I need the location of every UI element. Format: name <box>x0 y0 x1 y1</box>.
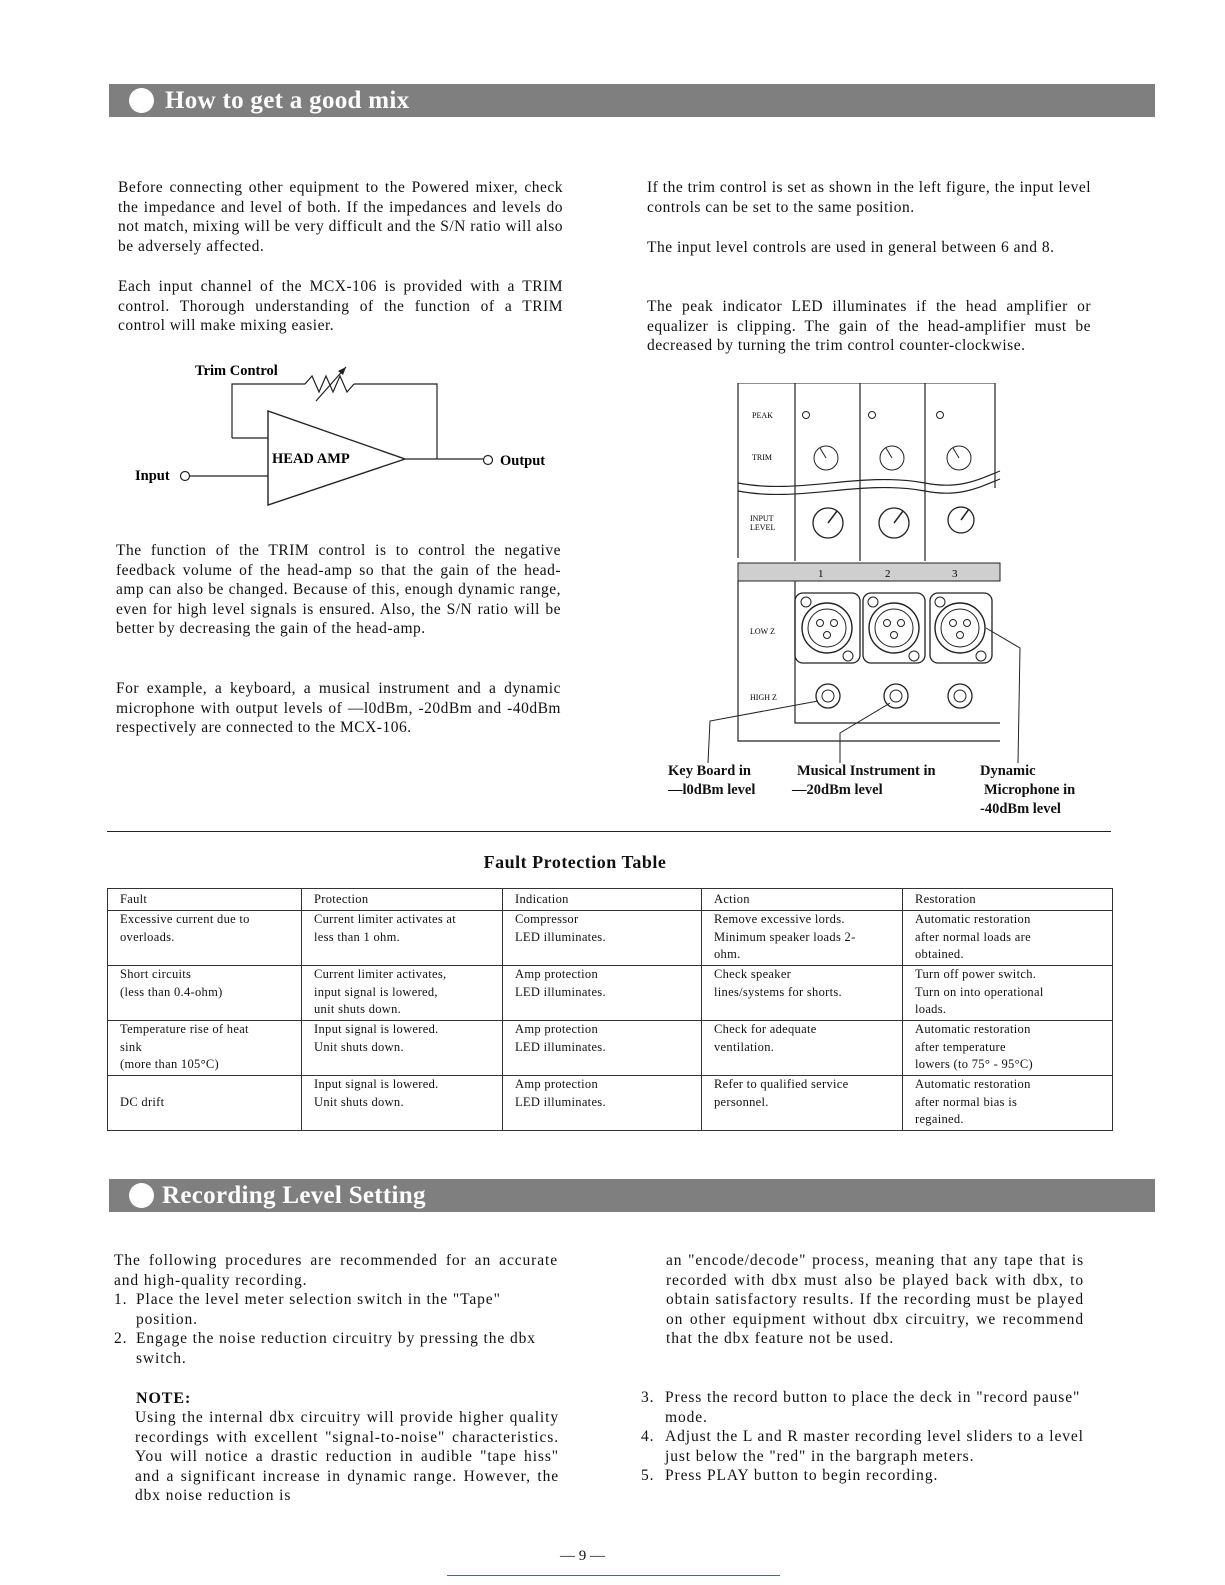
phone-jack-icon <box>948 684 972 708</box>
keyboard-callout-line2: —l0dBm level <box>668 782 756 798</box>
table-cell: Excessive current due to overloads. <box>108 911 302 966</box>
input-label: Input <box>135 468 170 484</box>
note-text-continued: an "encode/decode" process, meaning that any tape that is recorded with dbx must also be played back with dbx, to obtain satisfactory results. If the recording must be played on other equipment without dbx circuitry, we recommend that the dbx feature not be used. <box>666 1252 1084 1348</box>
peak-led-icon <box>869 412 876 419</box>
channel-number: 2 <box>885 568 891 580</box>
table-cell: Automatic restoration after temperature lowers (to 75° - 95°C) <box>903 1021 1113 1076</box>
xlr-jack-icon <box>930 593 992 663</box>
trim-knob-icon <box>814 446 838 470</box>
table-cell: Amp protection LED illuminates. <box>503 1021 702 1076</box>
list-item <box>641 1466 1087 1486</box>
bullet-icon <box>129 88 154 113</box>
table-cell: Automatic restoration after normal bias is regained. <box>903 1076 1113 1131</box>
trim-label: TRIM <box>752 453 772 462</box>
step-text: Press the record button to place the deck in "record pause" mode. <box>665 1389 1081 1426</box>
list-item <box>641 1388 1087 1427</box>
input-level-paragraph: The input level controls are used in general between 6 and 8. <box>647 239 1055 256</box>
step-text: Press PLAY button to begin recording. <box>665 1467 939 1485</box>
section-title: How to get a good mix <box>165 87 410 114</box>
table-cell: DC drift <box>108 1076 302 1131</box>
trim-knob-icon <box>880 446 904 470</box>
section-title: Recording Level Setting <box>162 1182 426 1209</box>
instrument-callout-line2: —20dBm level <box>792 782 883 798</box>
trim-paragraph: Each input channel of the MCX-106 is provided with a TRIM control. Thorough understanding of the function of a TRIM control will make mixing easier. <box>118 278 563 335</box>
trim-control-label: Trim Control <box>195 363 278 379</box>
table-cell: Compressor LED illuminates. <box>503 911 702 966</box>
high-z-label: HIGH Z <box>750 693 777 702</box>
head-amp-diagram <box>120 355 570 515</box>
table-row <box>108 966 1113 1021</box>
table-cell: Check for adequate ventilation. <box>702 1021 903 1076</box>
fault-protection-table <box>107 888 1113 1131</box>
table-cell: Input signal is lowered. Unit shuts down. <box>302 1076 503 1131</box>
column-header: Restoration <box>903 889 1113 911</box>
table-cell: Temperature rise of heat sink (more than 105°C) <box>108 1021 302 1076</box>
phone-jack-icon <box>816 684 840 708</box>
step-text: Adjust the L and R master recording level sliders to a level just below the "red" in the bargraph meters. <box>665 1428 1084 1465</box>
xlr-jack-icon <box>863 593 925 663</box>
table-cell: Turn off power switch. Turn on into operational loads. <box>903 966 1113 1021</box>
xlr-jack-icon <box>795 593 860 663</box>
trim-knob-icon <box>947 446 971 470</box>
function-paragraph: The function of the TRIM control is to control the negative feedback volume of the head-amp so that the gain of the head-amp can also be changed. Because of this, enough dynamic range, even for high level signals is ensured. Also, the S/N ratio will be better by decreasing the gain of the head-amp. <box>116 542 561 638</box>
steps-right-list <box>641 1388 1087 1486</box>
column-header: Indication <box>503 889 702 911</box>
peak-led-icon <box>937 412 944 419</box>
table-header-row <box>108 889 1113 911</box>
note-text: Using the internal dbx circuitry will provide higher quality recordings with excellent "signal-to-noise" characteristics. You will notice a drastic reduction in audible "tape hiss" and a significant increase in dynamic range. However, the dbx noise reduction is <box>135 1409 559 1505</box>
table-cell: Current limiter activates at less than 1 ohm. <box>302 911 503 966</box>
step-text: Engage the noise reduction circuitry by pressing the dbx switch. <box>136 1330 536 1367</box>
step-text: Place the level meter selection switch in the "Tape" position. <box>136 1291 501 1328</box>
step-number: 5. <box>641 1467 655 1485</box>
table-cell: Current limiter activates, input signal is lowered, unit shuts down. <box>302 966 503 1021</box>
head-amp-label: HEAD AMP <box>272 451 350 467</box>
column-header: Protection <box>302 889 503 911</box>
input-level-knob-icon <box>879 508 909 538</box>
bullet-icon <box>129 1183 154 1208</box>
input-level-label-2: LEVEL <box>750 523 776 532</box>
footer-rule <box>447 1575 780 1576</box>
column-header: Action <box>702 889 903 911</box>
mixer-panel-illustration <box>700 383 1100 773</box>
example-paragraph: For example, a keyboard, a musical instrument and a dynamic microphone with output levels of —l0dBm, -20dBm and -40dBm respectively are connected to the MCX-106. <box>116 680 561 737</box>
channel-number: 1 <box>818 568 824 580</box>
column-header: Fault <box>108 889 302 911</box>
instrument-callout-line1: Musical Instrument in <box>797 763 936 779</box>
divider <box>107 831 1111 832</box>
microphone-callout-line2: Microphone in <box>984 782 1076 798</box>
list-item <box>114 1290 560 1329</box>
input-level-knob-icon <box>948 507 974 533</box>
output-label: Output <box>500 453 546 469</box>
table-row <box>108 1021 1113 1076</box>
table-cell: Amp protection LED illuminates. <box>503 966 702 1021</box>
table-row <box>108 1076 1113 1131</box>
list-item <box>641 1427 1087 1466</box>
microphone-callout-line3: -40dBm level <box>980 801 1061 817</box>
table-title: Fault Protection Table <box>483 852 667 872</box>
section-header-recording <box>109 1179 1155 1212</box>
table-cell: Refer to qualified service personnel. <box>702 1076 903 1131</box>
table-row <box>108 911 1113 966</box>
page-number: — 9 — <box>560 1548 605 1564</box>
input-level-knob-icon <box>813 508 843 538</box>
peak-led-icon <box>803 412 810 419</box>
input-terminal-icon <box>181 472 190 481</box>
microphone-callout-line1: Dynamic <box>980 763 1036 779</box>
step-number: 3. <box>641 1389 655 1406</box>
step-number: 4. <box>641 1428 655 1446</box>
channel-number: 3 <box>952 568 958 580</box>
table-cell: Short circuits (less than 0.4-ohm) <box>108 966 302 1021</box>
table-cell: Remove excessive lords. Minimum speaker loads 2- ohm. <box>702 911 903 966</box>
intro-paragraph: Before connecting other equipment to the Powered mixer, check the impedance and level of both. If the impedances and levels do not match, mixing will be very difficult and the S/N ratio will also be adversely affected. <box>118 179 563 255</box>
table-cell: Check speaker lines/systems for shorts. <box>702 966 903 1021</box>
table-cell: Amp protection LED illuminates. <box>503 1076 702 1131</box>
peak-label: PEAK <box>752 411 773 420</box>
note-heading: NOTE: <box>136 1390 192 1407</box>
step-number: 1. <box>114 1291 128 1308</box>
table-cell: Automatic restoration after normal loads are obtained. <box>903 911 1113 966</box>
peak-led-paragraph: The peak indicator LED illuminates if the head amplifier or equalizer is clipping. The gain of the head-amplifier must be decreased by turning the trim control counter-clockwise. <box>647 298 1091 355</box>
steps-left-list <box>114 1290 560 1368</box>
low-z-label: LOW Z <box>750 627 775 636</box>
list-item <box>114 1329 560 1368</box>
keyboard-callout-line1: Key Board in <box>668 763 751 779</box>
section-header-mix <box>109 84 1155 117</box>
output-terminal-icon <box>484 456 493 465</box>
trim-set-paragraph: If the trim control is set as shown in the left figure, the input level controls can be set to the same position. <box>647 179 1091 216</box>
table-cell: Input signal is lowered. Unit shuts down. <box>302 1021 503 1076</box>
input-level-label-1: INPUT <box>750 514 774 523</box>
step-number: 2. <box>114 1330 128 1348</box>
recording-intro: The following procedures are recommended for an accurate and high-quality recording. <box>114 1252 558 1289</box>
